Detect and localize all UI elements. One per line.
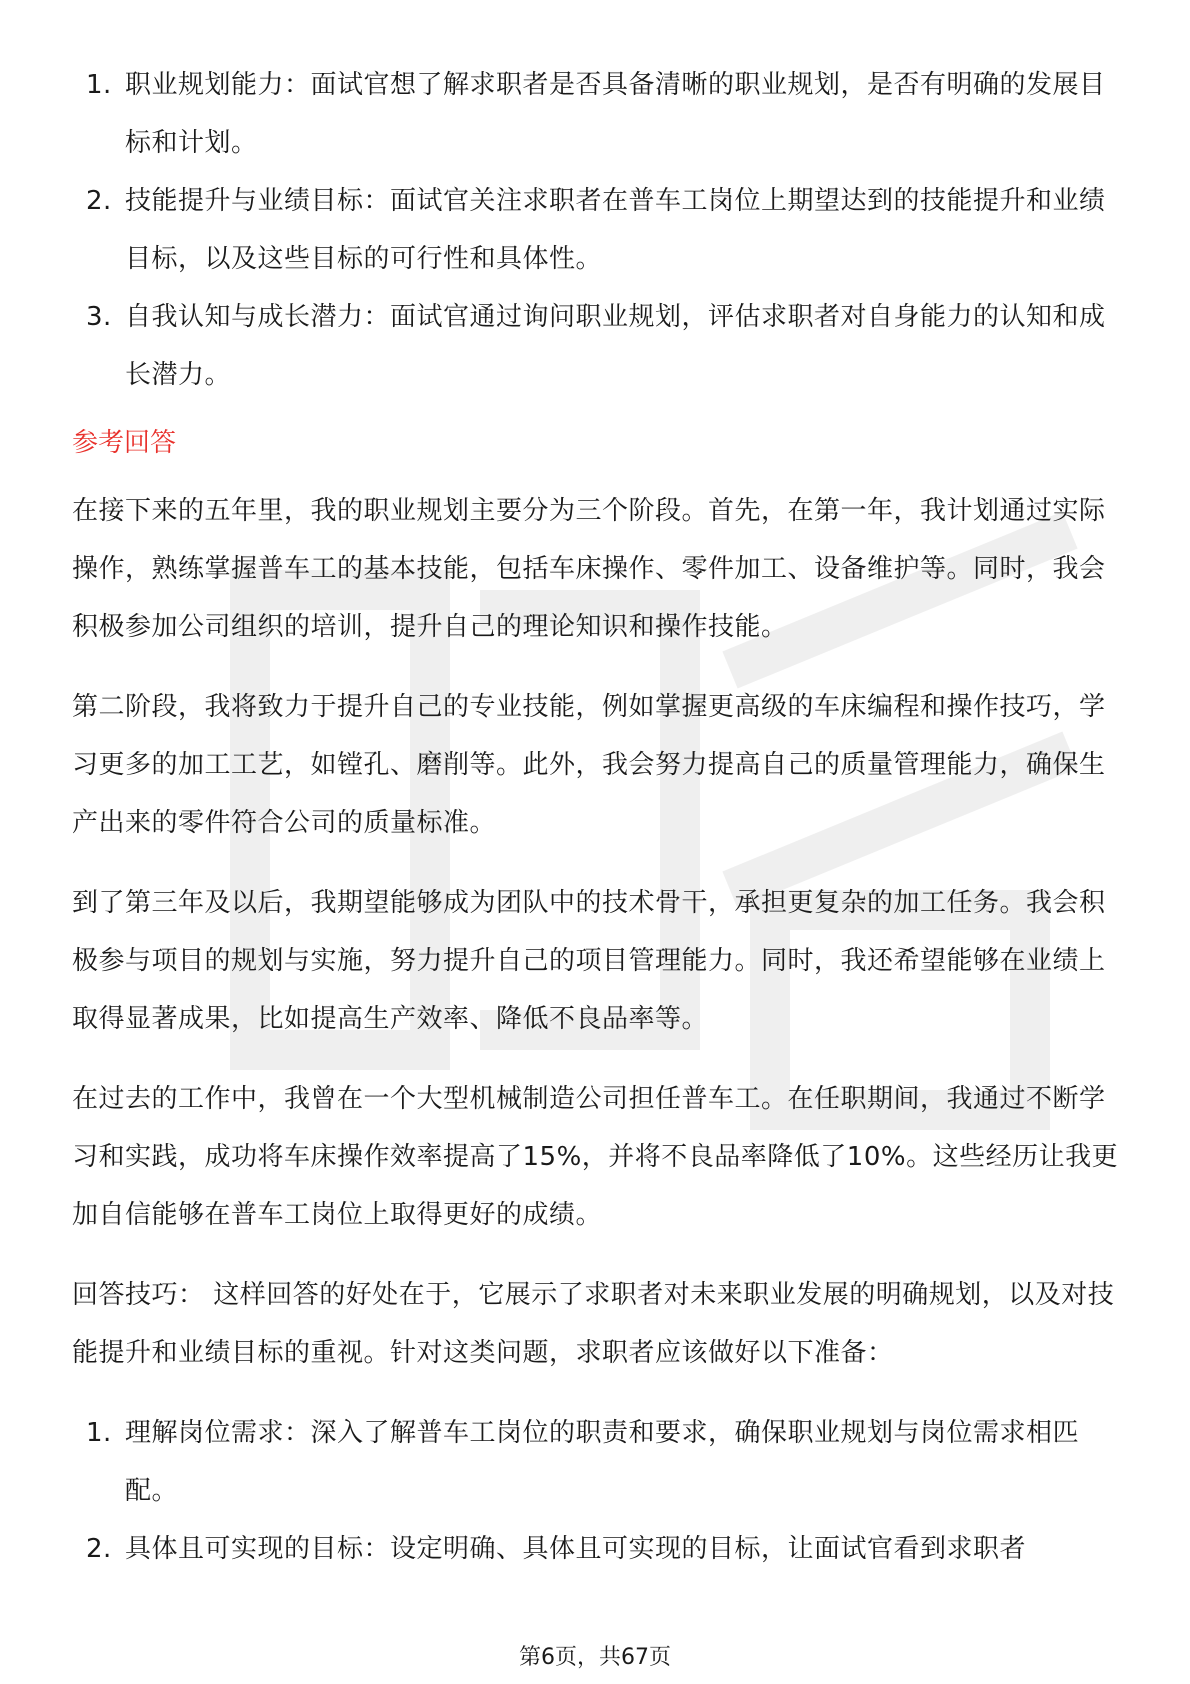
list-item xyxy=(72,172,1120,288)
page-number-footer: 第6页，共67页 xyxy=(519,1645,671,1670)
list-item xyxy=(72,1520,1120,1578)
list-text: 具体且可实现的目标：设定明确、具体且可实现的目标，让面试官看到求职者 xyxy=(125,1534,1027,1564)
paragraph: 在过去的工作中，我曾在一个大型机械制造公司担任普车工。在任职期间，我通过不断学习和实践，成功将车床操作效率提高了15%，并将不良品率降低了10%。这些经历让我更加自信能够在普车工岗位上取得更好的成绩。 xyxy=(72,1084,1119,1230)
list-number: 3. xyxy=(86,302,112,332)
list-text: 技能提升与业绩目标：面试官关注求职者在普车工岗位上期望达到的技能提升和业绩目标，以及这些目标的可行性和具体性。 xyxy=(125,186,1106,274)
list-text: 自我认知与成长潜力：面试官通过询问职业规划，评估求职者对自身能力的认知和成长潜力。 xyxy=(125,302,1106,390)
paragraph: 到了第三年及以后，我期望能够成为团队中的技术骨干，承担更复杂的加工任务。我会积极参与项目的规划与实施，努力提升自己的项目管理能力。同时，我还希望能够在业绩上取得显著成果，比如提高生产效率、降低不良品率等。 xyxy=(72,888,1106,1034)
answer-heading: 参考回答 xyxy=(72,428,177,458)
intro-list xyxy=(72,56,1120,404)
list-item xyxy=(72,1404,1120,1520)
document-page xyxy=(72,56,1120,1578)
list-text: 理解岗位需求：深入了解普车工岗位的职责和要求，确保职业规划与岗位需求相匹配。 xyxy=(125,1418,1080,1506)
paragraph: 在接下来的五年里，我的职业规划主要分为三个阶段。首先，在第一年，我计划通过实际操作，熟练掌握普车工的基本技能，包括车床操作、零件加工、设备维护等。同时，我会积极参加公司组织的培训，提升自己的理论知识和操作技能。 xyxy=(72,496,1106,642)
list-item xyxy=(72,288,1120,404)
list-number: 1. xyxy=(86,70,112,100)
tips-list xyxy=(72,1404,1120,1578)
list-item xyxy=(72,56,1120,172)
paragraph: 第二阶段，我将致力于提升自己的专业技能，例如掌握更高级的车床编程和操作技巧，学习更多的加工工艺，如镗孔、磨削等。此外，我会努力提高自己的质量管理能力，确保生产出来的零件符合公司的质量标准。 xyxy=(72,692,1106,838)
list-number: 1. xyxy=(86,1418,112,1448)
list-number: 2. xyxy=(86,1534,112,1564)
list-text: 职业规划能力：面试官想了解求职者是否具备清晰的职业规划，是否有明确的发展目标和计划。 xyxy=(125,70,1106,158)
paragraph: 回答技巧： 这样回答的好处在于，它展示了求职者对未来职业发展的明确规划，以及对技能提升和业绩目标的重视。针对这类问题，求职者应该做好以下准备： xyxy=(72,1280,1115,1368)
list-number: 2. xyxy=(86,186,112,216)
